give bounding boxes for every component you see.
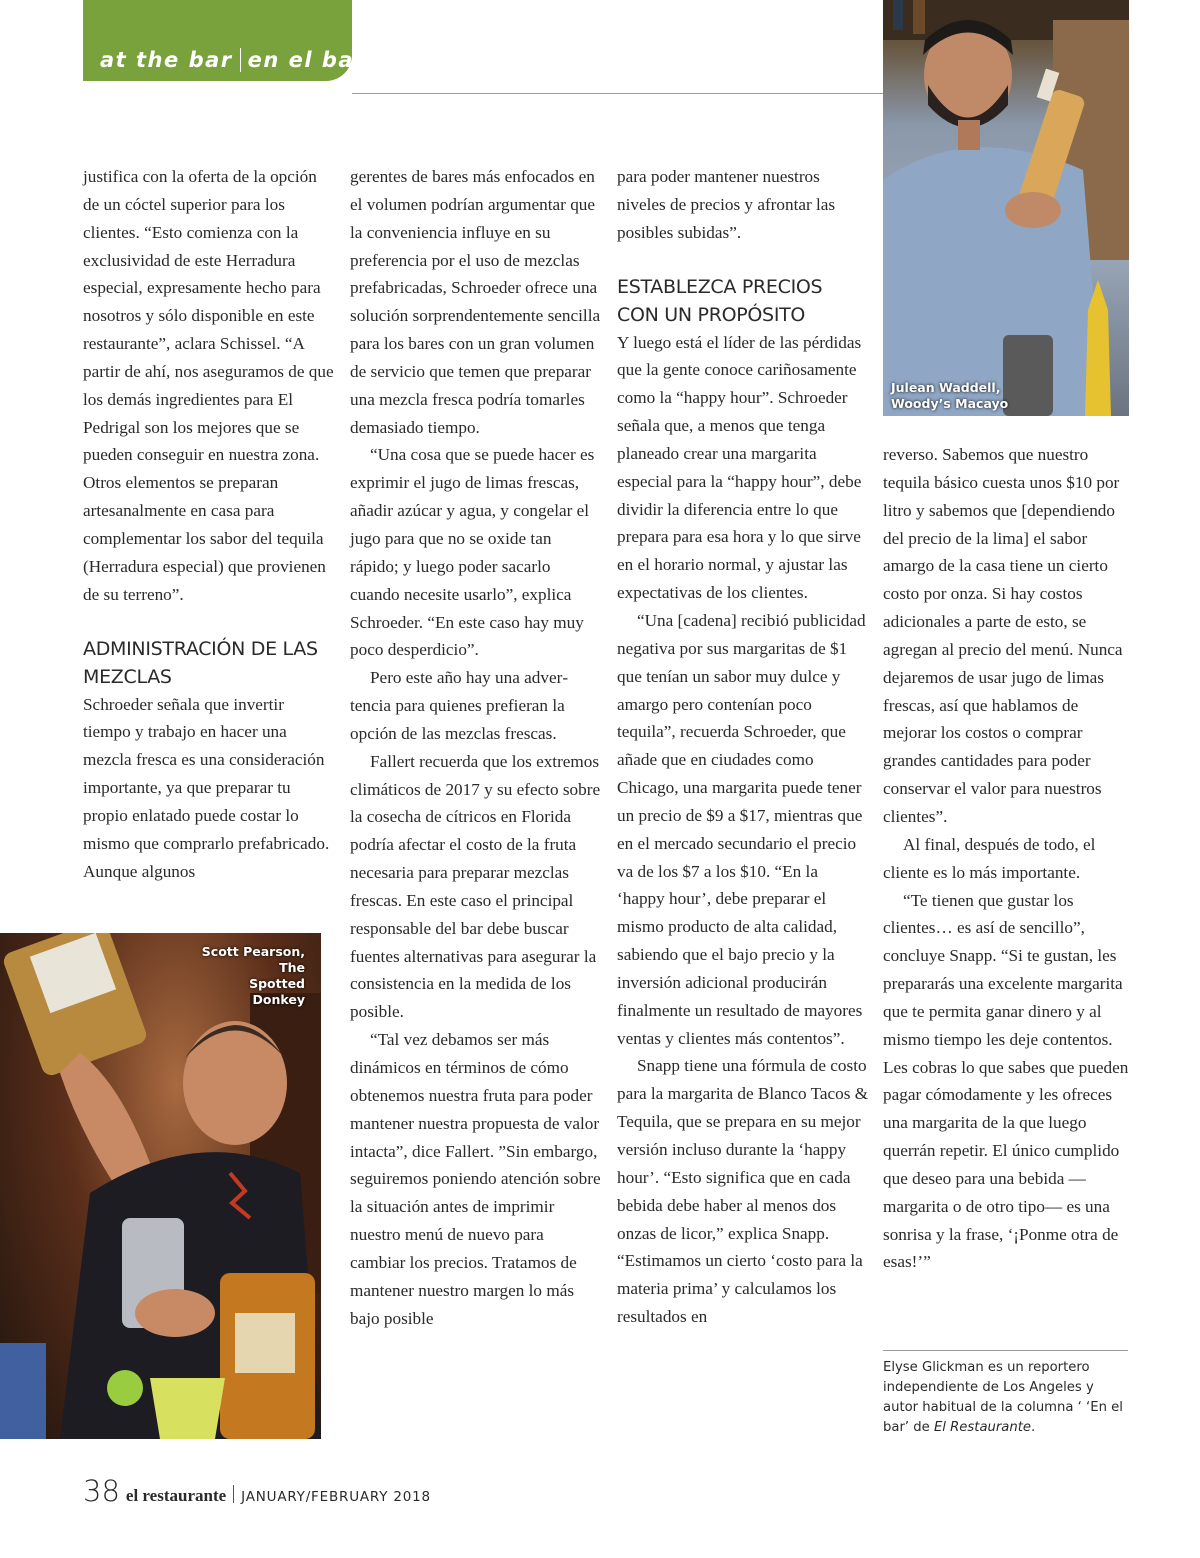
author-bio-publication: El Restaurante: [933, 1420, 1032, 1435]
caption-line: Scott Pearson, The: [201, 944, 305, 975]
section-label-en: at the bar: [100, 48, 233, 72]
author-bio-text: Elyse Glickman es un reportero independiente de Los Angeles y autor habitual de la columna ‘ ‘En el bar’ de: [883, 1360, 1123, 1435]
subheading-precios: ESTABLEZCA PRECIOS CON UN PROPÓSITO: [617, 275, 823, 326]
paragraph: reverso. Sabemos que nuestro tequila básico cuesta unos $10 por litro y sabemos que [dependiendo del precio de la lima] el sabor amargo de la casa tiene un cierto costo por onza. Si hay costos adicionales a parte de esto, se agregan al precio del menú. Nunca dejaremos de usar jugo de limas frescas, así que hablamos de mejorar los costos o comprar grandes cantidades para poder conservar el valor para nuestros clientes”.: [883, 445, 1123, 826]
section-header-tab: [83, 0, 366, 81]
paragraph: “Una cosa que se puede hacer es exprimir el jugo de limas frescas, añadir azúcar y agua, y congelar el jugo para que no se oxide tan rápido; y luego poder sacarlo cuando necesite usarlo”, explica Schroeder. “En este caso hay muy poco desperdicio”.: [350, 445, 595, 660]
header-rule: [352, 93, 883, 94]
photo-caption-right: [891, 380, 1008, 412]
author-bio-end: .: [1031, 1420, 1036, 1435]
caption-line: Julean Waddell,: [891, 380, 1001, 395]
article-column-3: [617, 163, 869, 1331]
paragraph: “Te tienen que gustar los clientes… es así de sencillo”, concluye Snapp. “Si te gustan, les prepararás una excelente margarita que te permita ganar dinero y al mismo tiempo les deje contentos. Les cobras lo que sabes que pueden pagar cómodamente y les ofreces una margarita de la que luego querrán repetir. El único cumplido que deseo para una bebida —margarita o de otro tipo— es una sonrisa y la frase, ‘¡Ponme otra de esas!’”: [883, 890, 1129, 1272]
author-bio-rule: [883, 1350, 1128, 1351]
caption-line: Woody’s Macayo: [891, 396, 1009, 411]
paragraph: Schroeder señala que invertir tiempo y trabajo en hacer una mezcla fresca es una consideración importante, ya que preparar tu propio enlatado puede costar lo mismo que comprarlo prefabricado. Aunque algunos: [83, 694, 330, 881]
page-footer: [83, 1474, 431, 1514]
paragraph: Pero este año hay una advertencia para quienes prefieran la opción de las mezclas frescas.: [350, 668, 569, 743]
article-column-1: [83, 163, 335, 885]
section-label-separator: [240, 48, 241, 72]
article-column-2: [350, 163, 602, 1332]
bartender-photo-scott-pearson: [0, 933, 321, 1439]
footer-separator: [233, 1485, 234, 1503]
paragraph: “Una [cadena] recibió publicidad negativa por sus margaritas de $1 que tenían un sabor muy dulce y amargo pero contenían poco tequila”, recuerda Schroeder, que añade que en ciudades como Chicago, una margarita puede tener un precio de $9 a $17, mientras que en el mercado secundario el precio va de los $7 a los $10. “En la ‘happy hour’, debe preparar el mismo producto de alta calidad, sabiendo que el bajo precio y la inversión adicional producirán finalmente un resultado de mayores ventas y clientes más contentos”.: [617, 610, 866, 1048]
section-label-es: en el bar: [247, 48, 366, 72]
paragraph: Al final, después de todo, el cliente es lo más importante.: [883, 834, 1096, 882]
caption-line: Spotted Donkey: [249, 976, 305, 1007]
author-bio: [883, 1358, 1128, 1438]
subheading-mezclas: ADMINISTRACIÓN DE LAS MEZCLAS: [83, 637, 318, 688]
paragraph: Fallert recuerda que los extremos climáticos de 2017 y su efecto sobre la cosecha de cítricos en Florida podría afectar el costo de la fruta necesaria para preparar mezclas frescas. En este caso el principal responsable del bar debe buscar fuentes alternativas para asegurar la consistencia en la medida de los posible.: [350, 751, 601, 1022]
page-number: 38: [83, 1474, 120, 1508]
paragraph: para poder mantener nuestros niveles de precios y afrontar las posibles subidas”.: [617, 167, 836, 242]
bartender-illustration-left: [0, 933, 321, 1439]
paragraph: justifica con la oferta de la opción de un cóctel superior para los clientes. “Esto comienza con la exclusividad de este Herradura especial, expresamente hecho para nosotros y sólo disponible en este restaurante”, aclara Schissel. “A partir de ahí, nos aseguramos de que los demás ingredientes para El Pedrigal son los mejores que se pueden conseguir en nuestra zona. Otros elementos se preparan artesanalmente en casa para complementar los sabor del tequila (Herradura especial) que provienen de su terreno”.: [83, 167, 334, 604]
bartender-illustration-right: [883, 0, 1129, 416]
paragraph: “Tal vez debamos ser más dinámicos en términos de cómo obtenemos nuestra fruta para poder mantener nuestra propuesta de valor intacta”, dice Fallert. ”Sin embargo, seguiremos poniendo atención sobre la situación antes de imprimir nuestro menú de nuevo para cambiar los precios. Tratamos de mantener nuestro margen lo más bajo posible: [350, 1030, 601, 1328]
paragraph: Y luego está el líder de las pérdidas que la gente conoce cariñosamente como la “happy hour”. Schroeder señala que, a menos que tenga planeado crear una margarita especial para la “happy hour”, debe dividir la diferencia entre lo que prepara para esa hora y lo que sirve en el horario normal, y ajustar las expectativas de los clientes.: [617, 332, 862, 603]
article-column-4: [883, 441, 1129, 1276]
photo-caption-left: [193, 944, 305, 1008]
magazine-name: el restaurante: [125, 1486, 227, 1505]
paragraph: Snapp tiene una fórmula de costo para la margarita de Blanco Tacos & Tequila, que se prepara en su mejor versión incluso durante la ‘happy hour’. “Esto significa que en cada bebida debe haber al menos dos onzas de licor,” explica Snapp. “Estimamos un cierto ‘costo para la materia prima’ y calculamos los resultados en: [617, 1056, 869, 1327]
paragraph: gerentes de bares más enfocados en el volumen podrían argumentar que la conveniencia influye en su preferencia por el uso de mezclas prefabricadas, Schroeder ofrece una solución sorprendentemente sencilla para los bares con un gran volumen de servicio que temen que preparar una mezcla fresca podría tomarles demasiado tiempo.: [350, 167, 601, 437]
issue-date: JANUARY/FEBRUARY 2018: [241, 1489, 431, 1505]
bartender-photo-julean-waddell: [883, 0, 1129, 416]
